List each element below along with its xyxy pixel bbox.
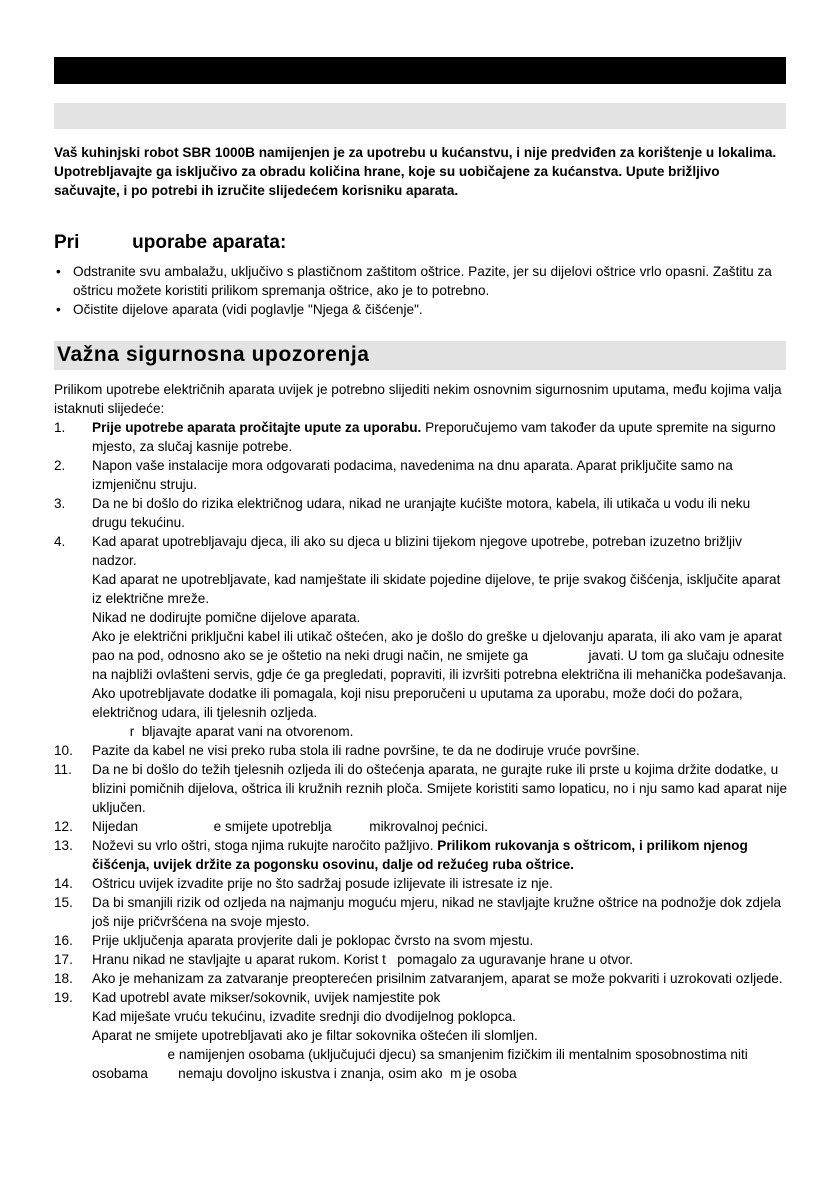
item-text — [92, 762, 791, 815]
item-text — [92, 952, 633, 967]
before-use-heading: Pri uporabe aparata: — [54, 232, 287, 253]
safety-item — [54, 684, 788, 722]
item-body-text: Aparat ne smijete upotrebljavati ako je filtar sokovnika oštećen ili slomljen. — [92, 1028, 538, 1043]
item-body-text: e namijenjen osobama (uključujući djecu) sa smanjenim fizičkim ili mentalnim sposobnostima niti osobama nemaju dovoljno iskustva i znanja, osim ako m je osoba — [92, 1047, 752, 1081]
item-number: 1. — [54, 420, 66, 435]
safety-item — [54, 988, 788, 1007]
safety-item — [54, 836, 788, 874]
item-text — [92, 876, 553, 891]
item-body-text: Kad upotrebl avate mikser/sokovnik, uvijek namjestite pok — [92, 990, 441, 1005]
intro-paragraph: Vaš kuhinjski robot SBR 1000B namijenjen je za upotrebu u kućanstvu, i nije predviđen za korištenje u lokalima. Upotrebljavajte ga isključivo za obradu količina hrane, koje su uobičajene za kućanstva. Upute brižljivo sačuvajte, i po potrebi ih izručite slijedećem korisniku aparata. — [54, 145, 777, 198]
item-body-text: Kad miješate vruću tekućinu, izvadite srednji dio dvodijelnog poklopca. — [92, 1009, 516, 1024]
item-body-text: Preporučujemo vam također da upute spremite na sigurno mjesto, za slučaj kasnije potrebe. — [92, 420, 780, 454]
item-text — [92, 420, 780, 454]
list-item: • Očistite dijelove aparata (vidi poglavlje "Njega & čišćenje". — [56, 302, 423, 317]
bullet-icon: • — [56, 264, 61, 279]
item-text — [92, 838, 752, 872]
item-body-text: Noževi su vrlo oštri, stoga njima rukujte naročito pažljivo. — [92, 838, 438, 853]
item-text — [92, 572, 784, 606]
item-text — [92, 743, 640, 758]
safety-list — [54, 418, 791, 1083]
item-text — [92, 933, 533, 948]
item-text — [92, 686, 746, 720]
item-body-text: Da ne bi došlo do rizika električnog udara, nikad ne uranjajte kućište motora, kabela, ili utikača u vodu ili neku drugu tekućinu. — [92, 496, 754, 530]
safety-item — [54, 722, 788, 741]
safety-item — [54, 608, 788, 627]
item-body-text: Ako je električni priključni kabel ili utikač oštećen, ako je došlo do greške u djelovanju aparata, ili ako vam je aparat pao na pod, odnosno ako se je oštetio na neki drugi način, ne smijete ga javati. U tom ga slučaju odnesite na najbliži ovlašteni servis, gdje će ga pregledati, popraviti, ili izvršiti potrebna električna ili mehanička podešavanja. — [92, 629, 788, 682]
safety-item — [54, 418, 788, 456]
item-body-text: Da ne bi došlo do težih tjelesnih ozljeda ili do oštećenja aparata, ne gurajte ruke ili prste u kojima držite dodatke, u blizini pomičnih dijelova, oštrica ili kružnih reznih ploča. Smijete koristiti samo lopaticu, no i nju samo kad aparat nije uključen. — [92, 762, 791, 815]
safety-item — [54, 570, 788, 608]
before-use-list — [54, 262, 788, 319]
item-number: 12. — [54, 819, 73, 834]
item-number: 4. — [54, 534, 66, 549]
safety-item — [54, 627, 788, 684]
item-text — [92, 971, 783, 986]
item-body-text: Prije uključenja aparata provjerite dali je poklopac čvrsto na svom mjestu. — [92, 933, 534, 948]
item-text — [92, 1009, 516, 1024]
safety-item — [54, 1007, 788, 1026]
item-body-text: Oštricu uvijek izvadite prije no što sadržaj posude izlijevate ili istresate iz nje. — [92, 876, 553, 891]
safety-item — [54, 1026, 788, 1045]
item-body-text: Ako upotrebljavate dodatke ili pomagala, koji nisu preporučeni u uputama za uporabu, može doći do požara, električnog udara, ili tjelesnih ozljeda. — [92, 686, 747, 720]
item-text — [92, 895, 785, 929]
item-text — [92, 610, 360, 625]
item-body-text: Nijedan e smijete upotrebljа mikrovalnoj pećnici. — [92, 819, 488, 834]
item-text — [92, 629, 788, 682]
safety-item — [54, 874, 788, 893]
list-item: • Odstranite svu ambalažu, uključivo s plastičnom zaštitom oštrice. Pazite, jer su dijelovi oštrice vrlo opasni. Zaštitu za oštricu možete koristiti prilikom spremanja oštrice, ako je to potrebno. — [56, 264, 772, 298]
item-text — [92, 819, 488, 834]
item-number: 19. — [54, 990, 73, 1005]
item-bold-tail: Prilikom rukovanja s oštricom, i prilikom njenog čišćenja, uvijek držite za pogonsku osovinu, dalje od režućeg ruba oštrice. — [92, 838, 752, 872]
bullet-icon: • — [56, 302, 61, 317]
item-number: 14. — [54, 876, 73, 891]
item-body-text: Pazite da kabel ne visi preko ruba stola ili radne površine, te da ne dodiruje vruće površine. — [92, 743, 640, 758]
safety-item — [54, 893, 788, 931]
item-body-text: r bljavajte aparat vani na otvorenom. — [92, 724, 354, 739]
safety-item — [54, 494, 788, 532]
item-body-text: Kad aparat ne upotrebljavate, kad namještate ili skidate pojedine dijelove, te prije svakog čišćenja, isključite aparat iz električne mreže. — [92, 572, 785, 606]
item-text — [92, 496, 754, 530]
item-body-text: Napon vaše instalacije mora odgovarati podacima, navedenima na dnu aparata. Aparat priključite samo na izmjeničnu struju. — [92, 458, 737, 492]
item-number: 17. — [54, 952, 73, 967]
item-text — [92, 724, 353, 739]
header-gray-bar — [54, 103, 786, 129]
item-number: 3. — [54, 496, 66, 511]
item-body-text: Hranu nikad ne stavljajte u aparat rukom. Korist t pomagalo za uguravanje hrane u otvor. — [92, 952, 634, 967]
safety-item — [54, 741, 788, 760]
item-text — [92, 534, 746, 568]
safety-item — [54, 456, 788, 494]
item-bold-text: Prije upotrebe aparata pročitajte upute za uporabu. — [92, 420, 422, 435]
item-number: 10. — [54, 743, 73, 758]
item-text — [92, 990, 440, 1005]
safety-lead-paragraph: Prilikom upotrebe električnih aparata uvijek je potrebno slijediti nekim osnovnim sigurnosnim uputama, među kojima valja istaknuti slijedeće: — [54, 382, 782, 416]
safety-item — [54, 532, 788, 570]
item-text — [92, 1028, 538, 1043]
item-number: 16. — [54, 933, 73, 948]
safety-item — [54, 760, 791, 817]
item-body-text: Kad aparat upotrebljavaju djeca, ili ako su djeca u blizini tijekom njegove upotrebe, potreban izuzetno brižljiv nadzor. — [92, 534, 746, 568]
item-body-text: Ako je mehanizam za zatvaranje preopterećen prisilnim zatvaranjem, aparat se može pokvariti i uzrokovati ozljede. — [92, 971, 783, 986]
header-black-bar — [54, 57, 786, 84]
safety-item — [54, 950, 788, 969]
safety-item — [54, 1045, 788, 1083]
item-body-text: Nikad ne dodirujte pomične dijelove aparata. — [92, 610, 361, 625]
item-text — [92, 1047, 752, 1081]
item-number: 13. — [54, 838, 73, 853]
item-number: 2. — [54, 458, 66, 473]
safety-item — [54, 931, 788, 950]
item-text — [92, 458, 737, 492]
section-title: Važna sigurnosna upozorenja — [57, 343, 370, 366]
safety-item — [54, 969, 788, 988]
item-number: 11. — [54, 762, 72, 777]
item-number: 15. — [54, 895, 73, 910]
safety-item — [54, 817, 788, 836]
item-number: 18. — [54, 971, 73, 986]
item-body-text: Da bi smanjili rizik od ozljeda na najmanju moguću mjeru, nikad ne stavljajte kružne oštrice na podnožje dok zdjela još nije pričvršćena na svoje mjesto. — [92, 895, 785, 929]
